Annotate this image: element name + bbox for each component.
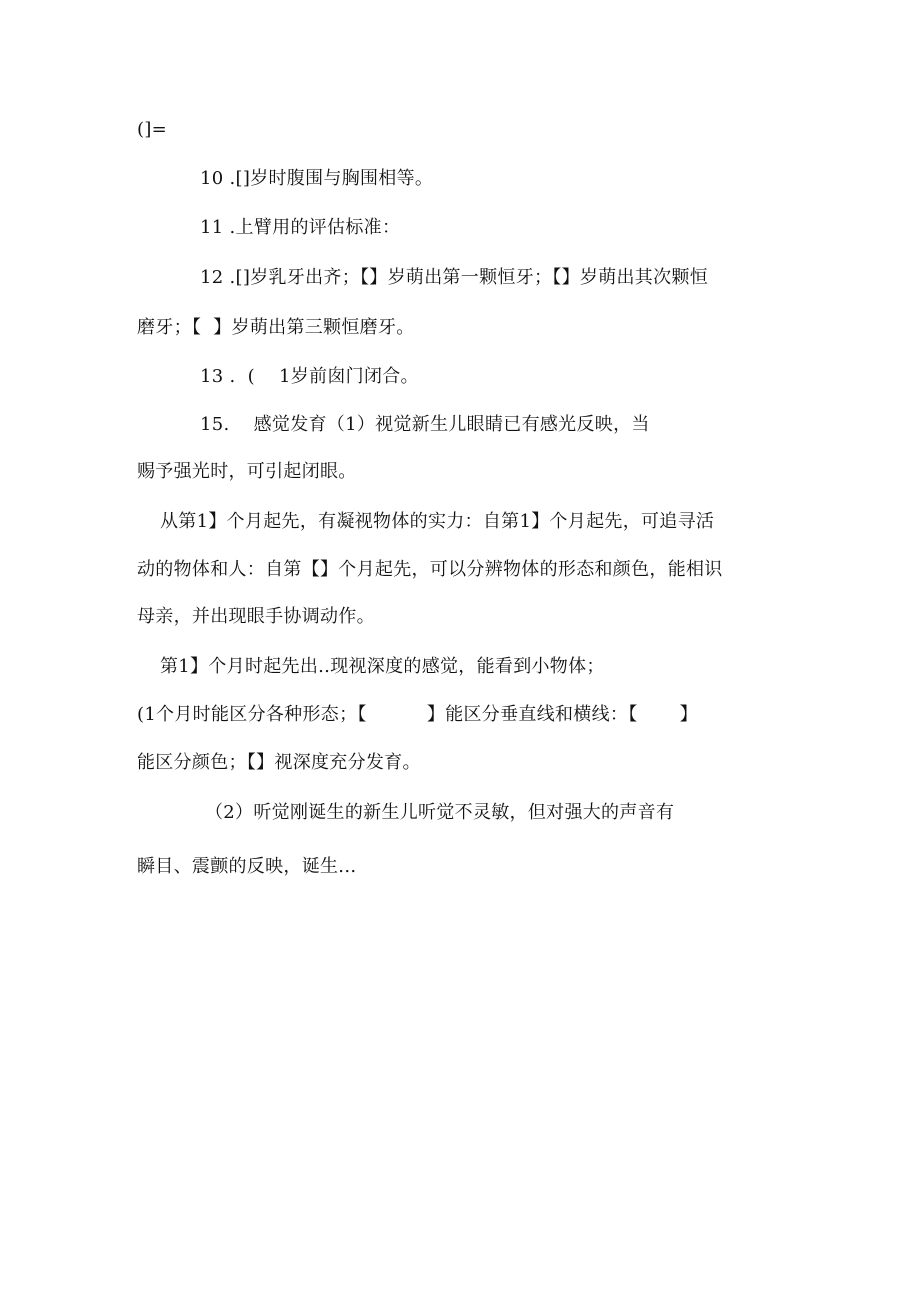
- text-line-12: 第1】个月时起先出..现视深度的感觉，能看到小物体；: [160, 656, 605, 677]
- text-line-16: 瞬目、震颤的反映，诞生...: [137, 856, 357, 877]
- text-line-6: 13 . ( 1岁前囱门闭合。: [200, 366, 419, 387]
- text-line-7: 15. 感觉发育（1）视觉新生儿眼睛已有感光反映，当: [200, 414, 650, 435]
- text-line-5: 磨牙；【 】岁萌出第三颗恒磨牙。: [137, 317, 415, 338]
- text-line-14: 能区分颜色；【】视深度充分发育。: [137, 752, 421, 773]
- text-line-3: 11 .上臂用的评估标准：: [200, 217, 401, 238]
- text-line-11: 母亲，并出现眼手协调动作。: [137, 606, 375, 627]
- text-line-13: (1个月时能区分各种形态；【 】能区分垂直线和横线：【 】: [137, 704, 698, 725]
- text-line-10: 动的物体和人：自第【】个月起先，可以分辨物体的形态和颜色，能相识: [137, 559, 723, 580]
- text-line-4: 12 .[]岁乳牙出齐；【】岁萌出第一颗恒牙；【】岁萌出其次颗恒: [200, 267, 708, 288]
- text-line-2: 10 .[]岁时腹围与胸围相等。: [200, 168, 434, 189]
- text-line-9: 从第1】个月起先，有凝视物体的实力：自第1】个月起先，可追寻活: [160, 511, 715, 532]
- text-line-1: (]=: [137, 119, 168, 140]
- text-line-8: 赐予强光时，可引起闭眼。: [137, 461, 357, 482]
- text-line-15: （2）听觉刚诞生的新生儿听觉不灵敏，但对强大的声音有: [205, 802, 675, 823]
